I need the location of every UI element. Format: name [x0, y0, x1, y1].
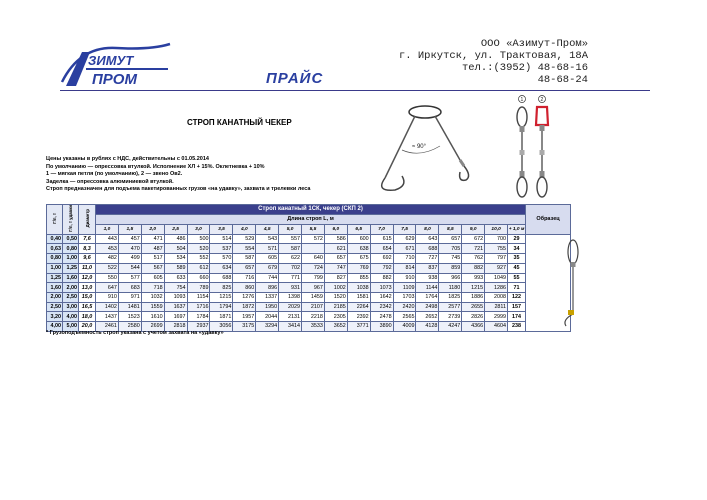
- price-cell: 1825: [439, 292, 462, 302]
- price-cell: 702: [279, 263, 302, 273]
- price-cell: 1784: [187, 312, 210, 322]
- price-cell: 1144: [416, 283, 439, 293]
- price-cell: 238: [508, 321, 526, 331]
- price-cell: 3056: [210, 321, 233, 331]
- price-cell: 3175: [233, 321, 256, 331]
- price-cell: 443: [96, 234, 119, 244]
- company-name: ООО «Азимут-Пром»: [480, 38, 588, 50]
- table-row: [47, 283, 571, 293]
- price-cell: 2937: [187, 321, 210, 331]
- price-cell: 1642: [370, 292, 393, 302]
- capacity-choke-cell: 1,00: [63, 254, 79, 264]
- price-cell: 4128: [416, 321, 439, 331]
- price-cell: 1109: [393, 283, 416, 293]
- length-header: 8,0: [416, 224, 439, 234]
- price-cell: 4247: [439, 321, 462, 331]
- price-cell: 3414: [279, 321, 302, 331]
- price-cell: 1481: [118, 302, 141, 312]
- price-cell: 605: [141, 273, 164, 283]
- price-cell: 3294: [256, 321, 279, 331]
- sling-variants: [500, 95, 570, 200]
- price-cell: 1049: [485, 273, 508, 283]
- company-logo: [60, 42, 172, 88]
- price-cell: 552: [187, 254, 210, 264]
- price-title: ПРАЙС: [266, 70, 324, 87]
- table-row: [47, 263, 571, 273]
- capacity-choke-cell: 3,00: [63, 302, 79, 312]
- price-cell: 2029: [279, 302, 302, 312]
- price-cell: 499: [118, 254, 141, 264]
- price-cell: 797: [485, 254, 508, 264]
- price-cell: 174: [508, 312, 526, 322]
- price-cell: 2107: [302, 302, 325, 312]
- price-cell: 1703: [393, 292, 416, 302]
- logo-text-bottom: ПРОМ: [92, 71, 137, 88]
- price-cell: 910: [393, 273, 416, 283]
- price-cell: 2699: [141, 321, 164, 331]
- price-cell: 657: [439, 234, 462, 244]
- capacity-choke-cell: 1,60: [63, 273, 79, 283]
- price-cell: 2478: [370, 312, 393, 322]
- table-row: [47, 273, 571, 283]
- price-cell: 1764: [416, 292, 439, 302]
- price-cell: 471: [141, 234, 164, 244]
- col-head-gp1: Г/п, т: [47, 205, 63, 235]
- length-header: 9,0: [462, 224, 485, 234]
- length-header: 6,0: [324, 224, 347, 234]
- price-cell: 3533: [302, 321, 325, 331]
- price-cell: 29: [508, 234, 526, 244]
- header-rule: [60, 90, 650, 91]
- price-cell: 745: [439, 254, 462, 264]
- capacity-cell: 4,00: [47, 321, 63, 331]
- capacity-cell: 0,63: [47, 244, 63, 254]
- length-header: 7,5: [393, 224, 416, 234]
- table-row: [47, 302, 571, 312]
- capacity-choke-cell: 0,50: [63, 234, 79, 244]
- price-cell: 727: [416, 254, 439, 264]
- price-cell: 537: [210, 244, 233, 254]
- price-cell: 1093: [164, 292, 187, 302]
- sample-sling-image: [558, 236, 588, 328]
- price-cell: 543: [256, 234, 279, 244]
- price-cell: 453: [96, 244, 119, 254]
- price-cell: 1154: [187, 292, 210, 302]
- diameter-cell: 11,0: [79, 263, 96, 273]
- price-cell: 586: [324, 234, 347, 244]
- price-cell: 654: [370, 244, 393, 254]
- price-cell: 550: [96, 273, 119, 283]
- price-cell: 1398: [279, 292, 302, 302]
- capacity-cell: 0,80: [47, 254, 63, 264]
- price-cell: 3771: [347, 321, 370, 331]
- capacity-cell: 2,50: [47, 302, 63, 312]
- price-cell: 577: [118, 273, 141, 283]
- length-header: + 1,0 м: [508, 224, 526, 234]
- price-cell: 587: [233, 254, 256, 264]
- price-cell: 2577: [439, 302, 462, 312]
- price-cell: 571: [256, 244, 279, 254]
- price-cell: 859: [439, 263, 462, 273]
- price-cell: 2264: [347, 302, 370, 312]
- price-cell: 621: [324, 244, 347, 254]
- price-cell: 2652: [416, 312, 439, 322]
- logo-text-top: ЗИМУТ: [88, 53, 134, 68]
- price-cell: 486: [164, 234, 187, 244]
- price-cell: 2739: [439, 312, 462, 322]
- length-header: 6,5: [347, 224, 370, 234]
- price-cell: 910: [96, 292, 119, 302]
- price-cell: 55: [508, 273, 526, 283]
- price-cell: 1032: [141, 292, 164, 302]
- capacity-choke-cell: 4,00: [63, 312, 79, 322]
- price-cell: 647: [96, 283, 119, 293]
- length-header: 5,5: [302, 224, 325, 234]
- variant-2-marker: 2: [540, 97, 544, 103]
- price-cell: 629: [393, 234, 416, 244]
- price-cell: 2498: [416, 302, 439, 312]
- price-cell: 827: [324, 273, 347, 283]
- price-cell: 1610: [141, 312, 164, 322]
- table-row: [47, 254, 571, 264]
- length-header: 1,5: [118, 224, 141, 234]
- price-cell: 520: [187, 244, 210, 254]
- price-cell: 1038: [347, 283, 370, 293]
- price-cell: 2131: [279, 312, 302, 322]
- price-cell: 993: [462, 273, 485, 283]
- price-cell: 622: [279, 254, 302, 264]
- price-cell: 587: [279, 244, 302, 254]
- price-cell: 567: [141, 263, 164, 273]
- price-cell: 612: [187, 263, 210, 273]
- note-line: Строп предназначен для подъема пакетированных грузов «на удавку», захвата и трелевки леса: [46, 186, 311, 193]
- price-cell: 792: [370, 263, 393, 273]
- price-cell: 700: [485, 234, 508, 244]
- price-cell: 4604: [485, 321, 508, 331]
- price-cell: 572: [302, 234, 325, 244]
- col-head-diameter: Диаметр: [79, 205, 96, 235]
- price-cell: 2342: [370, 302, 393, 312]
- price-cell: 971: [118, 292, 141, 302]
- length-header-row: [47, 224, 571, 234]
- price-cell: 1180: [439, 283, 462, 293]
- price-cell: 855: [347, 273, 370, 283]
- company-phone-2: 48-68-24: [537, 74, 588, 86]
- price-cell: 2305: [324, 312, 347, 322]
- price-cell: 675: [347, 254, 370, 264]
- price-cell: 2420: [393, 302, 416, 312]
- price-cell: 1215: [462, 283, 485, 293]
- price-cell: 2218: [302, 312, 325, 322]
- note-line: 1 — мягкая петля (по умолчанию), 2 — звено Ов2.: [46, 171, 183, 178]
- diameter-cell: 16,5: [79, 302, 96, 312]
- price-cell: 771: [279, 273, 302, 283]
- table-row: [47, 292, 571, 302]
- price-cell: 814: [393, 263, 416, 273]
- price-cell: 1402: [96, 302, 119, 312]
- price-cell: 882: [370, 273, 393, 283]
- price-cell: 769: [347, 263, 370, 273]
- diameter-cell: 8,3: [79, 244, 96, 254]
- price-cell: 470: [118, 244, 141, 254]
- price-cell: 514: [210, 234, 233, 244]
- price-cell: 718: [141, 283, 164, 293]
- note-line: Заделка — опрессовка алюминиевой втулкой.: [46, 178, 174, 185]
- price-cell: 1002: [324, 283, 347, 293]
- price-cell: 1559: [141, 302, 164, 312]
- price-cell: 1697: [164, 312, 187, 322]
- price-cell: 1073: [370, 283, 393, 293]
- price-cell: 716: [233, 273, 256, 283]
- diameter-cell: 20,0: [79, 321, 96, 331]
- capacity-choke-cell: 5,00: [63, 321, 79, 331]
- price-cell: 896: [256, 283, 279, 293]
- company-phone-1: тел.:(3952) 48-68-16: [461, 62, 588, 74]
- price-notes: [46, 156, 310, 194]
- price-cell: 657: [233, 263, 256, 273]
- price-cell: 2999: [485, 312, 508, 322]
- length-header: 10,0: [485, 224, 508, 234]
- price-cell: 522: [96, 263, 119, 273]
- length-header: 4,5: [256, 224, 279, 234]
- capacity-cell: 1,60: [47, 283, 63, 293]
- diameter-cell: 7,6: [79, 234, 96, 244]
- price-cell: 837: [416, 263, 439, 273]
- price-cell: 1637: [164, 302, 187, 312]
- capacity-choke-cell: 0,80: [63, 244, 79, 254]
- price-cell: [302, 244, 325, 254]
- price-cell: 2565: [393, 312, 416, 322]
- price-cell: 638: [347, 244, 370, 254]
- price-cell: 640: [302, 254, 325, 264]
- price-cell: 692: [370, 254, 393, 264]
- price-cell: 570: [210, 254, 233, 264]
- price-cell: 825: [210, 283, 233, 293]
- price-cell: 705: [439, 244, 462, 254]
- capacity-choke-cell: 2,00: [63, 283, 79, 293]
- price-cell: 660: [187, 273, 210, 283]
- price-cell: 755: [485, 244, 508, 254]
- price-cell: 2818: [164, 321, 187, 331]
- price-cell: 724: [302, 263, 325, 273]
- diameter-cell: 18,0: [79, 312, 96, 322]
- price-cell: 554: [233, 244, 256, 254]
- price-cell: 1950: [256, 302, 279, 312]
- col-head-sample: Образец: [526, 205, 571, 235]
- col-head-gp2: Г/п, т удавки: [63, 205, 79, 235]
- price-cell: 683: [118, 283, 141, 293]
- price-cell: 710: [393, 254, 416, 264]
- length-header: 3,0: [187, 224, 210, 234]
- capacity-choke-cell: 1,25: [63, 263, 79, 273]
- price-cell: 1437: [96, 312, 119, 322]
- variant-1-marker: 1: [520, 97, 524, 103]
- price-cell: 122: [508, 292, 526, 302]
- price-cell: 500: [187, 234, 210, 244]
- price-cell: 1716: [187, 302, 210, 312]
- price-cell: 1794: [210, 302, 233, 312]
- price-cell: 967: [302, 283, 325, 293]
- price-cell: 799: [302, 273, 325, 283]
- price-cell: 721: [462, 244, 485, 254]
- price-cell: 2392: [347, 312, 370, 322]
- price-cell: 789: [187, 283, 210, 293]
- price-cell: 2826: [462, 312, 485, 322]
- length-header: 2,5: [164, 224, 187, 234]
- price-cell: 544: [118, 263, 141, 273]
- price-cell: 754: [164, 283, 187, 293]
- price-cell: 1886: [462, 292, 485, 302]
- price-cell: 938: [416, 273, 439, 283]
- price-cell: 966: [439, 273, 462, 283]
- length-header: 7,0: [370, 224, 393, 234]
- price-cell: 34: [508, 244, 526, 254]
- price-cell: 504: [164, 244, 187, 254]
- price-cell: 1459: [302, 292, 325, 302]
- price-cell: 2580: [118, 321, 141, 331]
- price-cell: 35: [508, 254, 526, 264]
- price-cell: 927: [485, 263, 508, 273]
- price-cell: 4366: [462, 321, 485, 331]
- price-cell: 1520: [324, 292, 347, 302]
- price-cell: 1286: [485, 283, 508, 293]
- price-cell: 589: [164, 263, 187, 273]
- price-cell: 2044: [256, 312, 279, 322]
- price-cell: 2461: [96, 321, 119, 331]
- length-header: 2,0: [141, 224, 164, 234]
- capacity-cell: 2,00: [47, 292, 63, 302]
- price-cell: 71: [508, 283, 526, 293]
- angle-label: ≈ 90°: [412, 144, 427, 150]
- table-header-sub: Длина строп L, м: [96, 214, 526, 224]
- price-cell: 2185: [324, 302, 347, 312]
- price-cell: 633: [164, 273, 187, 283]
- price-cell: 672: [462, 234, 485, 244]
- price-cell: 2655: [462, 302, 485, 312]
- price-cell: 487: [141, 244, 164, 254]
- price-cell: 860: [233, 283, 256, 293]
- price-cell: 688: [210, 273, 233, 283]
- price-cell: 747: [324, 263, 347, 273]
- capacity-cell: 1,00: [47, 263, 63, 273]
- diameter-cell: 13,0: [79, 283, 96, 293]
- choker-diagram: [360, 100, 490, 200]
- price-table-body: [47, 234, 571, 331]
- capacity-cell: 0,40: [47, 234, 63, 244]
- note-line: По умолчанию — опрессовка втулкой. Исполнение ХЛ + 15%. Оклетневка + 10%: [46, 163, 265, 170]
- note-line: Цены указаны в рублях с НДС, действительны с 01.05.2014: [46, 156, 209, 162]
- price-cell: 671: [393, 244, 416, 254]
- price-cell: 600: [347, 234, 370, 244]
- capacity-cell: 3,20: [47, 312, 63, 322]
- price-cell: 634: [210, 263, 233, 273]
- price-cell: 931: [279, 283, 302, 293]
- diameter-cell: 12,0: [79, 273, 96, 283]
- price-cell: 1215: [210, 292, 233, 302]
- length-header: 3,5: [210, 224, 233, 234]
- price-cell: 557: [279, 234, 302, 244]
- diameter-cell: 15,0: [79, 292, 96, 302]
- price-cell: 3890: [370, 321, 393, 331]
- price-cell: 1871: [210, 312, 233, 322]
- price-cell: 688: [416, 244, 439, 254]
- diameter-cell: 9,6: [79, 254, 96, 264]
- price-cell: 1581: [347, 292, 370, 302]
- footnote: * Грузоподъемность строп указана с учетом захвата на «удавку»: [46, 330, 224, 336]
- price-cell: 457: [118, 234, 141, 244]
- table-row: [47, 234, 571, 244]
- length-header: 4,0: [233, 224, 256, 234]
- price-cell: 3652: [324, 321, 347, 331]
- length-header: 1,0: [96, 224, 119, 234]
- price-cell: 744: [256, 273, 279, 283]
- price-cell: 157: [508, 302, 526, 312]
- price-cell: 2811: [485, 302, 508, 312]
- price-cell: 534: [164, 254, 187, 264]
- price-cell: 762: [462, 254, 485, 264]
- capacity-choke-cell: 2,50: [63, 292, 79, 302]
- price-cell: 4009: [393, 321, 416, 331]
- table-header-main: Строп канатный 1СК, чекер (СКП 2): [96, 205, 526, 215]
- price-cell: 2008: [485, 292, 508, 302]
- price-cell: 529: [233, 234, 256, 244]
- price-cell: 1276: [233, 292, 256, 302]
- price-cell: 1957: [233, 312, 256, 322]
- price-cell: 517: [141, 254, 164, 264]
- price-cell: 482: [96, 254, 119, 264]
- section-title: СТРОП КАНАТНЫЙ ЧЕКЕР: [187, 118, 292, 127]
- price-cell: 1872: [233, 302, 256, 312]
- length-header: 8,5: [439, 224, 462, 234]
- price-cell: 657: [324, 254, 347, 264]
- length-header: 5,0: [279, 224, 302, 234]
- table-row: [47, 312, 571, 322]
- company-info: [380, 38, 588, 86]
- price-cell: 679: [256, 263, 279, 273]
- price-table: [46, 204, 571, 332]
- price-cell: 615: [370, 234, 393, 244]
- capacity-cell: 1,25: [47, 273, 63, 283]
- price-cell: 1523: [118, 312, 141, 322]
- table-row: [47, 244, 571, 254]
- price-cell: 1337: [256, 292, 279, 302]
- price-cell: 605: [256, 254, 279, 264]
- price-cell: 882: [462, 263, 485, 273]
- price-cell: 643: [416, 234, 439, 244]
- company-address: г. Иркутск, ул. Трактовая, 18А: [398, 50, 588, 62]
- price-cell: 45: [508, 263, 526, 273]
